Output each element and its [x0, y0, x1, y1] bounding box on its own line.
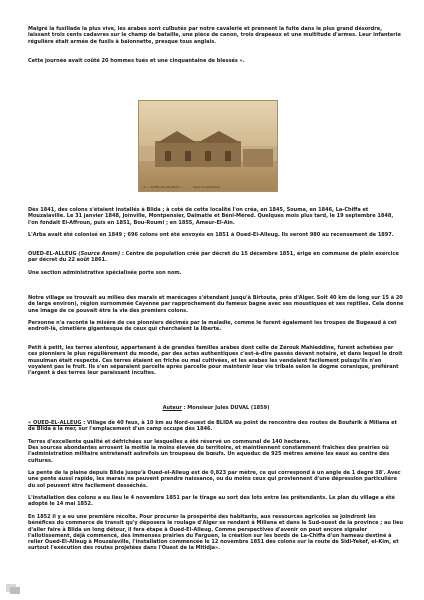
quote-sources: Des sources abondantes arrosent la moitié la moins élevée du territoire, et maintiennent constamment fraîches des prairies où l'administration militaire entretenait autrefois un troupeau de bœufs. Un aqueduc de 925 mètres amène les eaux au centre des cultures. — [28, 445, 390, 464]
paragraph-marshes: Notre village se trouvait au milieu des marais et marécages s'étendant jusqu'à Birtouta, près d'Alger. Soit 40 km de long sur 15 à 20 de large environ), région surnommée Cayenne par rapprochement du fameux bagne avec ses moustiques et ses reptiles. Cela donne une image de ce pouvait être la vie des premiers colons. — [28, 295, 404, 314]
author-line — [28, 405, 404, 411]
quote-installation: L'installation des colons a eu lieu le 4 novembre 1851 par le tirage au sort des lots entre les prétendants. Le plan du village a été adopté le 14 mai 1852. — [28, 495, 395, 508]
paragraph-anom-section: Une section administrative spécialisée porte son nom. — [28, 270, 182, 276]
paragraph-battle: Malgré la fusillade la plus vive, les arabes sont culbutés par notre cavalerie et prennent la fuite dans le plus grand désordre, laissant trois cents cadavres sur le champ de bataille, une pièce de canon, trois drapeaux et une multitude d'armes. Leur infanterie régulière était armée de fusils à baïonnette, presque tous anglais. — [28, 26, 401, 45]
paragraph-colonization: Dès 1841, des colons s'étaient installés à Blida ; à coté de cette localité l'on créa, en 1845, Souma, en 1846, La-Chiffa et Mouzaiaville. Le 31 janvier 1848, Joinville, Montpensier, Dalmatie et Béni-Méred. Quelques mois plus tard, le 19 septembre 1848, l'on fondait El-Affroun, puis en 1851, Bou-Roumi ; en 1855, Ameur-El-Ain. — [28, 207, 394, 226]
quote-slope: La pente de la plaine depuis Blida jusqu'à Oued-el-Alleug est de 0,823 par mètre, ce qui correspond à un angle de 1 degré 38'. Avec une pente aussi rapide, les marais ne peuvent prendre naissance, ou du moins ceux qui proviennent d'une dépression particulière du sol peuvent être facilement desséchés. — [28, 470, 401, 489]
anom-source: (Source Anom) — [78, 251, 121, 257]
anom-name: OUED-EL-ALLEUG — [28, 251, 77, 257]
photo-caption-title: Cave Coopérative — [193, 185, 220, 189]
photo-caption-location: 4 — OUED-EL-ALLEUG. — — [143, 185, 184, 189]
quote-village-text: : Village de 40 feux, à 10 km au Nord-ouest de BLIDA au point de rencontre des routes de Boufarik à Miliana et de Blida à la mer, sur l'emplacement d'un camp occupé dès 1846. — [28, 420, 397, 433]
anom-text: : Centre de population créé par décret du 15 décembre 1851, érigé en commune de plein exercice par décret du 22 août 1861. — [28, 251, 399, 264]
paragraph-anom — [28, 251, 404, 264]
author-label: Auteur — [162, 405, 182, 411]
quote-village-name: « OUED-EL-ALLEUG — [28, 420, 82, 426]
quote-harvest: En 1852 il y a eu une première récolte. Pour procurer la prospérité des habitants, aux ressources agricoles se joindront les bénéfices du commerce de transit qu'y déposera le roulage d'Alger se rendant à Miliana et dans le Sud-ouest de la province ; au lieu d'aller faire à Blida un long détour, il fera étape à Oued-El-Alleug. Comme perspectives d'avenir on peut encore signaler l'allotissement, déjà commencé, des immenses prairies du Farguen, la création sur les bords de La-Chiffa d'un hameau destiné à relier Oued-El-Alleug à Mouzaïaville, l'installation commencée le 12 novembre 1851 des colons sur la route de Sidi-Yekef, el-Kim, et surtout l'exécution des routes projetées dans l'Ouest de la Mitidja». — [28, 514, 404, 552]
page-corner-mark — [4, 580, 24, 596]
author-name: : Monsieur Jules DUVAL (1859) — [181, 405, 270, 411]
quote-lands: Terres d'excellente qualité et défrichées sur lesquelles a été réservé un communal de 140 hectares. — [28, 439, 311, 445]
paragraph-losses: Cette journée avait coûté 20 hommes tués et une cinquantaine de blessés ». — [28, 58, 245, 64]
paragraph-pioneers: Personne n'a raconté la misère de ces pionniers décimés par la maladie, comme le furent également les troupes de Bugeaud à cet endroit-là, cimetière gigantesque de ceux qui cherchaient la liberté. — [28, 320, 397, 333]
paragraph-lands: Petit à petit, les terres alentour, appartenant à de grandes familles arabes dont celle de Zérouk Mahieddine, furent achetées par ces pionniers le plus régulièrement du monde, par des actes authentiques c'est-à-dire passés devant notaire, et dans lequel le droit musulman était respecté. Ces terres étaient en friche ou mal cultivées, et les arabes les vendaient facilement puisqu'ils n'en voyaient pas le fruit. Ils s'en séparaient parcelle après parcelle pour maintenir leur vie tribale selon le dogme coranique, préférant l'argent à des terres leur paraissant incultes. — [28, 345, 403, 377]
quote-village — [28, 420, 404, 433]
cave-cooperative-photo — [138, 100, 278, 192]
paragraph-arba: L'Arba avait été colonisé en 1849 ; 696 colons ont été envoyés en 1851 à Oued-El-Alleug. Ils seront 980 au recensement de 1897. — [28, 232, 394, 238]
